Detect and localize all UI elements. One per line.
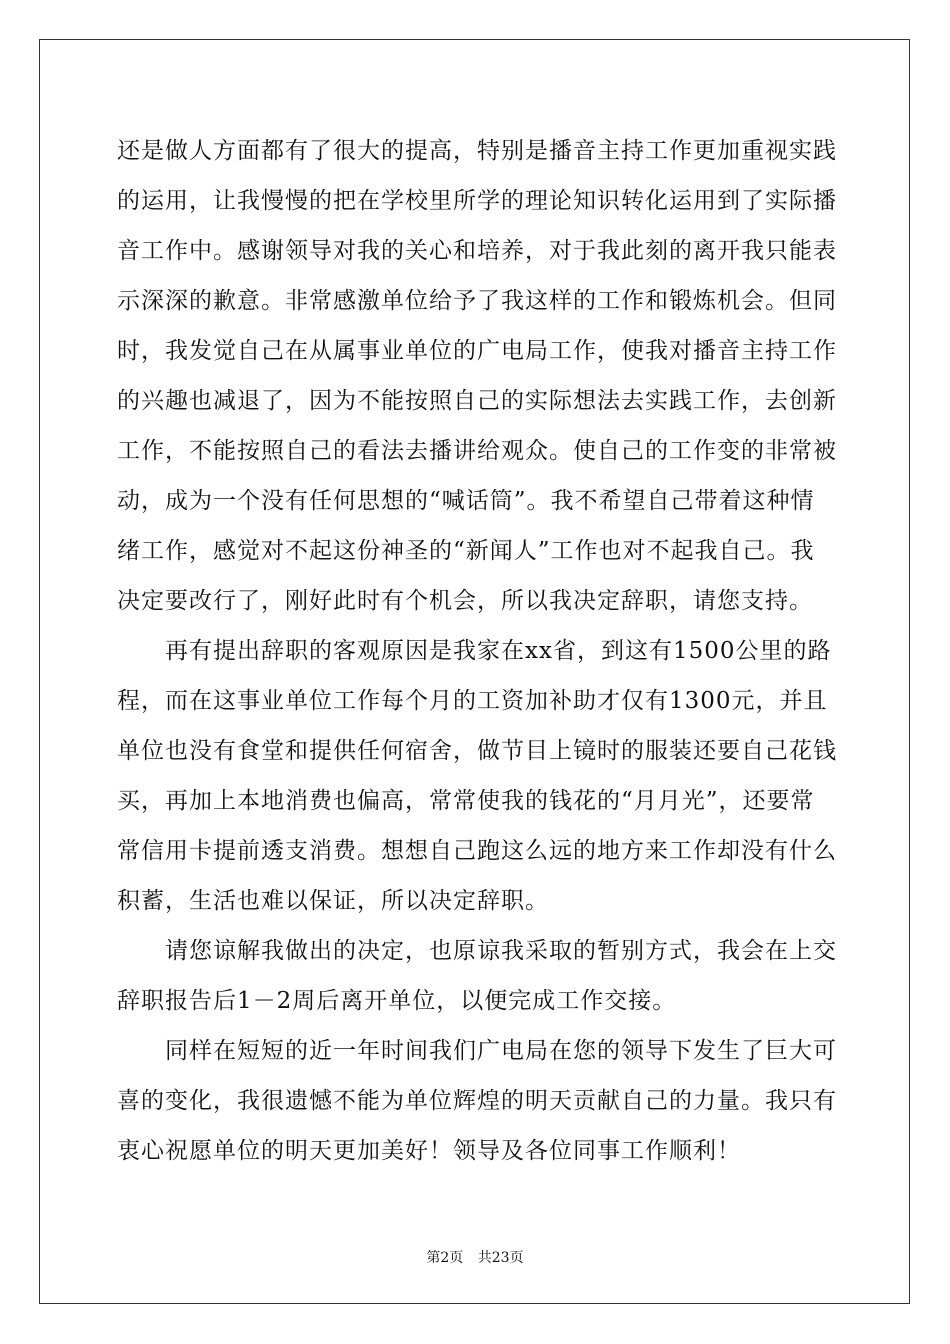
text-line: 常信用卡提前透支消费。想想自己跑这么远的地方来工作却没有什么 xyxy=(117,838,837,864)
paragraph-start-line: 同样在短短的近一年时间我们广电局在您的领导下发生了巨大可 xyxy=(165,1038,837,1064)
text-line: 示深深的歉意。非常感激单位给予了我这样的工作和锻炼机会。但同 xyxy=(117,288,837,314)
text-line: 时，我发觉自己在从属事业单位的广电局工作，使我对播音主持工作 xyxy=(117,338,837,364)
text-line: 动，成为一个没有任何思想的“喊话筒”。我不希望自己带着这种情 xyxy=(117,488,815,514)
paragraph-start-line: 再有提出辞职的客观原因是我家在xx省，到这有1500公里的路 xyxy=(165,638,832,664)
text-line: 喜的变化，我很遗憾不能为单位辉煌的明天贡献自己的力量。我只有 xyxy=(117,1088,837,1114)
text-line: 单位也没有食堂和提供任何宿舍，做节目上镜时的服装还要自己花钱 xyxy=(117,738,837,764)
paragraph-start-line: 请您谅解我做出的决定，也原谅我采取的暂别方式，我会在上交 xyxy=(165,938,837,964)
text-line: 衷心祝愿单位的明天更加美好！领导及各位同事工作顺利！ xyxy=(117,1138,741,1164)
page-total: 共23页 xyxy=(477,1250,524,1266)
text-line: 音工作中。感谢领导对我的关心和培养，对于我此刻的离开我只能表 xyxy=(117,238,837,264)
text-line: 的兴趣也减退了，因为不能按照自己的实际想法去实践工作，去创新 xyxy=(117,388,837,414)
text-line: 积蓄，生活也难以保证，所以决定辞职。 xyxy=(117,888,549,914)
text-line: 还是做人方面都有了很大的提高，特别是播音主持工作更加重视实践 xyxy=(117,138,837,164)
text-line: 程，而在这事业单位工作每个月的工资加补助才仅有1300元，并且 xyxy=(117,688,828,714)
text-line: 的运用，让我慢慢的把在学校里所学的理论知识转化运用到了实际播 xyxy=(117,188,837,214)
page-footer xyxy=(0,1247,950,1267)
text-line: 工作，不能按照自己的看法去播讲给观众。使自己的工作变的非常被 xyxy=(117,438,837,464)
text-line: 辞职报告后1－2周后离开单位，以便完成工作交接。 xyxy=(117,988,677,1014)
letter-body xyxy=(117,126,835,1176)
text-line: 绪工作，感觉对不起这份神圣的“新闻人”工作也对不起我自己。我 xyxy=(117,538,815,564)
text-line: 决定要改行了，刚好此时有个机会，所以我决定辞职，请您支持。 xyxy=(117,588,813,614)
page-number: 第2页 xyxy=(426,1250,464,1266)
text-line: 买，再加上本地消费也偏高，常常使我的钱花的“月月光”，还要常 xyxy=(117,788,815,814)
